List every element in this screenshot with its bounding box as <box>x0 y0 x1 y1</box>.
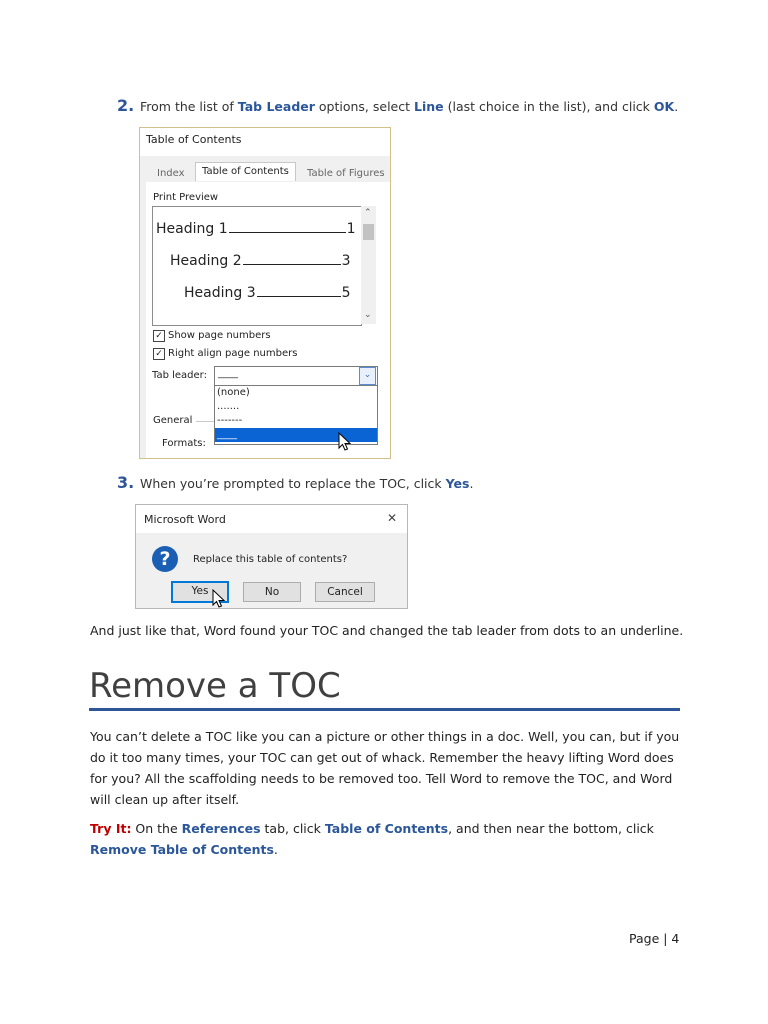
table-of-contents-dialog <box>139 127 391 459</box>
preview-heading-text: Heading 3 <box>184 285 256 301</box>
tab-leader-dropdown-list <box>214 385 378 445</box>
page-number-footer: Page | 4 <box>629 931 680 946</box>
cursor-arrow-icon <box>338 432 352 452</box>
general-label: General <box>153 415 193 426</box>
references-keyword: References <box>181 821 261 836</box>
formats-label: Formats: <box>162 438 206 449</box>
general-divider <box>196 421 214 422</box>
preview-heading-2 <box>170 253 351 269</box>
section-heading: Remove a TOC <box>89 666 341 706</box>
step-3 <box>117 473 134 492</box>
step-2 <box>117 96 134 115</box>
table-of-contents-keyword: Table of Contents <box>324 821 449 836</box>
show-page-numbers-label: Show page numbers <box>168 330 271 341</box>
try-it-text: On the <box>131 821 182 836</box>
cancel-button[interactable]: Cancel <box>315 582 375 602</box>
message-text: Replace this table of contents? <box>193 554 348 565</box>
cursor-arrow-icon <box>212 589 226 609</box>
no-button[interactable]: No <box>243 582 301 602</box>
tab-leader-keyword: Tab Leader <box>237 99 315 114</box>
preview-scrollbar[interactable] <box>361 206 376 324</box>
step-3-number: 3. <box>117 473 135 492</box>
step-2-text-part: (last choice in the list), and click <box>443 99 654 114</box>
leader-line <box>229 231 346 233</box>
replace-toc-message-box <box>135 504 408 609</box>
tab-index[interactable]: Index <box>157 168 185 179</box>
show-page-numbers-checkbox[interactable]: ✓ <box>153 330 165 342</box>
preview-page-number: 3 <box>341 253 351 269</box>
scroll-up-icon[interactable]: ⌃ <box>364 208 372 218</box>
step-3-text <box>140 476 473 491</box>
preview-heading-3 <box>184 285 351 301</box>
dropdown-option-dots[interactable]: ....... <box>217 401 240 412</box>
tab-table-of-figures[interactable]: Table of Figures <box>307 168 385 179</box>
body-line: will clean up after itself. <box>90 792 240 807</box>
step-2-text-part: From the list of <box>140 99 238 114</box>
close-icon[interactable]: ✕ <box>387 511 398 525</box>
step-2-text <box>140 99 678 114</box>
print-preview-label: Print Preview <box>153 192 219 203</box>
print-preview-box <box>152 206 362 326</box>
tab-leader-select[interactable] <box>214 366 378 386</box>
preview-heading-text: Heading 2 <box>170 253 242 269</box>
try-it-line-2 <box>90 839 654 860</box>
scroll-down-icon[interactable]: ⌄ <box>364 310 372 320</box>
dialog-title: Table of Contents <box>146 133 242 146</box>
remove-toc-keyword: Remove Table of Contents <box>90 842 274 857</box>
tab-leader-value: ____ <box>218 368 238 379</box>
body-line: You can’t delete a TOC like you can a picture or other things in a doc. Well, you can, but if you <box>90 729 680 744</box>
step-2-text-part: options, select <box>314 99 414 114</box>
step-3-text-part: When you’re prompted to replace the TOC, click <box>140 476 446 491</box>
heading-rule <box>89 708 680 711</box>
try-it-text: , and then near the bottom, click <box>448 821 654 836</box>
step-3-text-part: . <box>469 476 474 491</box>
dropdown-option-none[interactable]: (none) <box>217 387 250 398</box>
chevron-down-icon[interactable]: ⌄ <box>359 367 376 385</box>
try-it-line-1 <box>90 818 654 839</box>
ok-keyword: OK <box>653 99 675 114</box>
right-align-label: Right align page numbers <box>168 348 298 359</box>
question-icon: ? <box>152 546 178 572</box>
yes-button[interactable]: Yes <box>171 581 229 603</box>
dropdown-option-dashes[interactable]: ------- <box>217 415 243 426</box>
preview-page-number: 1 <box>346 221 356 237</box>
message-box-title: Microsoft Word <box>144 513 226 526</box>
preview-heading-text: Heading 1 <box>156 221 228 237</box>
scroll-thumb[interactable] <box>363 224 374 240</box>
right-align-checkbox[interactable]: ✓ <box>153 348 165 360</box>
try-it-text: . <box>273 842 278 857</box>
body-paragraph <box>90 726 679 810</box>
dropdown-option-line[interactable]: ____ <box>215 428 377 442</box>
tab-leader-label: Tab leader: <box>152 370 207 381</box>
body-line: do it too many times, your TOC can get out of whack. Remember the heavy lifting Word does <box>90 750 674 765</box>
result-paragraph: And just like that, Word found your TOC and changed the tab leader from dots to an underline. <box>90 623 684 638</box>
try-it-label: Try It: <box>90 821 132 836</box>
try-it-text: tab, click <box>260 821 325 836</box>
try-it-paragraph <box>90 818 654 860</box>
leader-line <box>257 295 341 297</box>
leader-line <box>243 263 341 265</box>
body-line: for you? All the scaffolding needs to be removed too. Tell Word to remove the TOC, and Word <box>90 771 673 786</box>
preview-heading-1 <box>156 221 356 237</box>
step-2-number: 2. <box>117 96 135 115</box>
message-box-body <box>136 533 407 608</box>
step-2-text-part: . <box>674 99 679 114</box>
line-keyword: Line <box>414 99 444 114</box>
preview-page-number: 5 <box>341 285 351 301</box>
yes-keyword: Yes <box>445 476 470 491</box>
tab-table-of-contents[interactable]: Table of Contents <box>195 162 296 181</box>
